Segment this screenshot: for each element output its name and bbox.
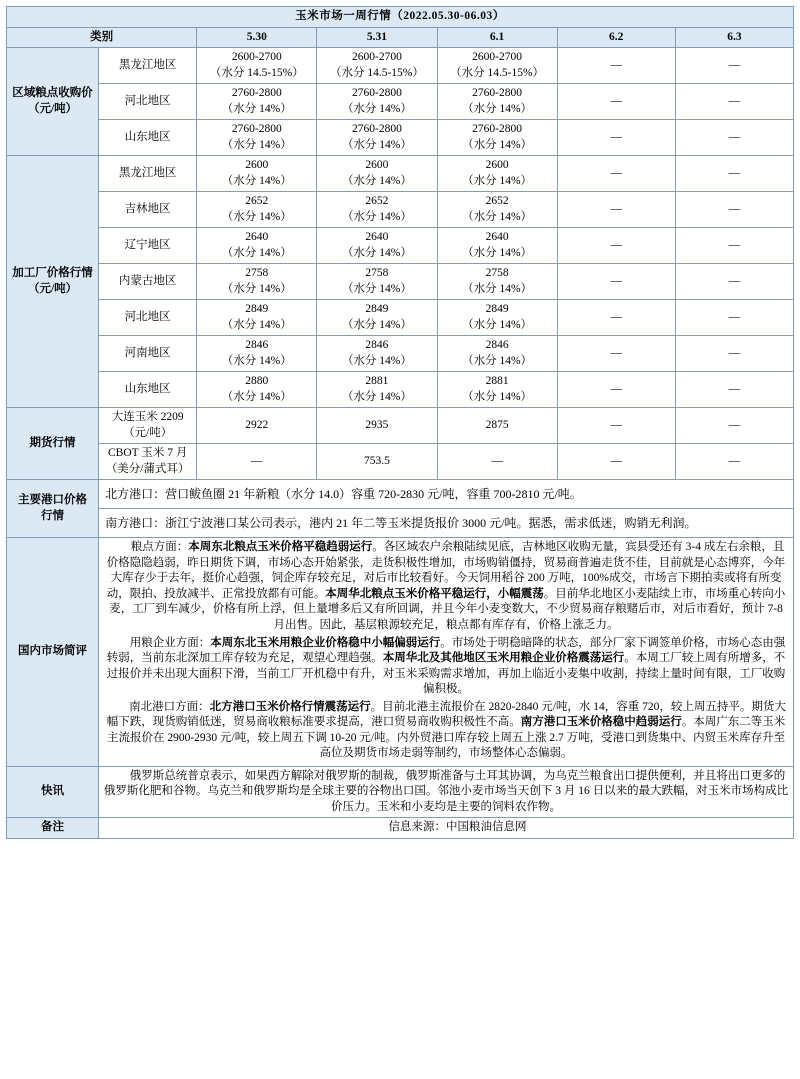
cell-value: 2652 （水分 14%） — [437, 192, 557, 228]
cell-value: 2846 （水分 14%） — [437, 336, 557, 372]
section-label-line2: （元/吨） — [27, 102, 78, 115]
column-header-date-4: 6.3 — [675, 27, 793, 48]
section-label-line2: （元/吨） — [27, 282, 78, 295]
row-label-region: 河北地区 — [99, 84, 197, 120]
cell-value: — — [675, 408, 793, 444]
commentary-paragraph: 粮点方面：本周东北粮点玉米价格平稳趋弱运行。各区域农户余粮陆续见底，吉林地区收购无量，宾县受还有 3-4 成左右余粮，且价格隐隐趋弱，昨日期货下调，市场心态开始紧张，走货积极性增加，市场购销僵持，贸易商普遍走货不佳，目前就是心态博弈，今年大库存少于去年，挺价心趋强，饲企库存较充足，对后市比较看好。今天饲用稻谷 200 万吨，100%成交，市场言下期拍卖或将有所变动，限拍、投放减半、正常投放都有可能。本周华北粮点玉米价格平稳运行，小幅震荡。目前华北地区小麦陆续上市，市场重心转向小麦，工厂到车减少，价格有所上浮，但上量增多后又有所回调，并且今年小麦变数大，不少贸易商存粮赌后市，对后市看好，预计 7-8 月出售。因此，基层粮源较充足，粮点都有库存有，价格上涨乏力。 — [106, 541, 786, 631]
row-label-region: 河南地区 — [99, 336, 197, 372]
cell-value: — — [675, 444, 793, 480]
section-label-ports: 主要港口价格 行情 — [7, 480, 99, 538]
commentary-paragraph: 用粮企业方面：本周东北玉米用粮企业价格稳中小幅偏弱运行。市场处于明稳暗降的状态，部分厂家下调签单价格，市场心态由强转弱，当前东北深加工库存较为充足，观望心理趋强。本周华北及其他地区玉米用粮企业价格震荡运行。本周工厂较上周有所增多，不过报价并未出现大面积下滑，当前工厂开机稳中有升，对玉米采购需求增加，再加上临近小麦集中收割，持续上量时间有限，工厂收购偏积极。 — [106, 636, 786, 696]
corn-market-table — [6, 6, 794, 839]
table-row — [7, 120, 794, 156]
section-label-remark: 备注 — [7, 818, 99, 839]
table-row — [7, 264, 794, 300]
remark-text: 信息来源：中国粮油信息网 — [99, 818, 794, 839]
section-label-processing-plant — [7, 156, 99, 408]
commentary-paragraph: 南北港口方面：北方港口玉米价格行情震荡运行。目前北港主流报价在 2820-2840 元/吨，水 14，容重 720，较上周五持平。期货大幅下跌，现货购销低迷，贸易商收粮标准要求提高，港口贸易商收购积极性不高。南方港口玉米价格稳中趋弱运行。本周广东二等玉米主流报价在 2900-2930 元/吨，较上周五下调 10-20 元/吨。内外贸港口库存较上周五上涨 2.7 万吨，受港口到货集中、内贸玉米库存升至高位及期货市场走弱等制约，市场整体心态偏弱。 — [106, 700, 786, 760]
row-label-region: 山东地区 — [99, 372, 197, 408]
cell-value: — — [675, 156, 793, 192]
section-label-futures: 期货行情 — [7, 408, 99, 480]
column-header-category: 类别 — [7, 27, 197, 48]
cell-value: 2881 （水分 14%） — [317, 372, 437, 408]
cell-value: 2600-2700 （水分 14.5-15%） — [437, 48, 557, 84]
row-label-futures-contract: 大连玉米 2209 （元/吨） — [99, 408, 197, 444]
row-label-region: 山东地区 — [99, 120, 197, 156]
cell-value: — — [675, 120, 793, 156]
cell-value: 2758 （水分 14%） — [317, 264, 437, 300]
cell-value: — — [557, 300, 675, 336]
cell-value: — — [557, 264, 675, 300]
cell-value: 2849 （水分 14%） — [437, 300, 557, 336]
cell-value: 2849 （水分 14%） — [197, 300, 317, 336]
cell-value: 2600-2700 （水分 14.5-15%） — [317, 48, 437, 84]
table-row — [7, 538, 794, 766]
port-north-text: 北方港口：营口鲅鱼圈 21 年新粮（水分 14.0）容重 720-2830 元/吨，容重 700-2810 元/吨。 — [99, 480, 794, 509]
row-label-region: 河北地区 — [99, 300, 197, 336]
cell-value: — — [675, 336, 793, 372]
cell-value: — — [675, 300, 793, 336]
header-row — [7, 27, 794, 48]
cell-value: — — [557, 84, 675, 120]
section-label-news: 快讯 — [7, 766, 99, 818]
row-label-region: 黑龙江地区 — [99, 156, 197, 192]
cell-value: — — [675, 264, 793, 300]
cell-value: 2640 （水分 14%） — [437, 228, 557, 264]
news-text: 俄罗斯总统普京表示，如果西方解除对俄罗斯的制裁，俄罗斯准备与土耳其协调，为乌克兰粮食出口提供便利，并且将出口更多的俄罗斯化肥和谷物。乌克兰和俄罗斯均是全球主要的谷物出口国。邻池小麦市场当天创下 3 月 16 日以来的最大跌幅，对玉米市场构成比价压力。玉米和小麦均是主要的饲料农作物。 — [99, 766, 794, 818]
table-row — [7, 766, 794, 818]
cell-value: — — [557, 336, 675, 372]
section-label-regional-purchase — [7, 48, 99, 156]
title-row — [7, 7, 794, 28]
cell-value: 2600-2700 （水分 14.5-15%） — [197, 48, 317, 84]
cell-value: — — [557, 156, 675, 192]
row-label-region: 内蒙古地区 — [99, 264, 197, 300]
table-row — [7, 408, 794, 444]
section-label-line1: 区域粮点收购价 — [12, 87, 93, 100]
column-header-date-1: 5.31 — [317, 27, 437, 48]
column-header-date-0: 5.30 — [197, 27, 317, 48]
cell-value: 2600 （水分 14%） — [317, 156, 437, 192]
table-row — [7, 84, 794, 120]
port-south-text: 南方港口：浙江宁波港口某公司表示，港内 21 年二等玉米提货报价 3000 元/吨。据悉，需求低迷，购销无利润。 — [99, 509, 794, 538]
cell-value: 2760-2800 （水分 14%） — [437, 84, 557, 120]
cell-value: 2600 （水分 14%） — [197, 156, 317, 192]
cell-value: 2758 （水分 14%） — [437, 264, 557, 300]
table-row — [7, 818, 794, 839]
cell-value: 2760-2800 （水分 14%） — [437, 120, 557, 156]
cell-value: — — [675, 48, 793, 84]
column-header-date-2: 6.1 — [437, 27, 557, 48]
table-row — [7, 228, 794, 264]
cell-value: 2760-2800 （水分 14%） — [197, 120, 317, 156]
cell-value: 2875 — [437, 408, 557, 444]
cell-value: 2640 （水分 14%） — [317, 228, 437, 264]
table-row — [7, 48, 794, 84]
table-row — [7, 509, 794, 538]
table-row — [7, 480, 794, 509]
table-row — [7, 336, 794, 372]
cell-value: 2849 （水分 14%） — [317, 300, 437, 336]
section-label-commentary: 国内市场简评 — [7, 538, 99, 766]
cell-value: 753.5 — [317, 444, 437, 480]
cell-value: 2758 （水分 14%） — [197, 264, 317, 300]
cell-value: 2760-2800 （水分 14%） — [317, 120, 437, 156]
table-row — [7, 192, 794, 228]
table-row — [7, 372, 794, 408]
cell-value: — — [557, 120, 675, 156]
cell-value: 2881 （水分 14%） — [437, 372, 557, 408]
cell-value: 2652 （水分 14%） — [317, 192, 437, 228]
row-label-region: 辽宁地区 — [99, 228, 197, 264]
row-label-region: 吉林地区 — [99, 192, 197, 228]
row-label-region: 黑龙江地区 — [99, 48, 197, 84]
cell-value: — — [675, 372, 793, 408]
cell-value: — — [675, 84, 793, 120]
cell-value: 2922 — [197, 408, 317, 444]
cell-value: 2880 （水分 14%） — [197, 372, 317, 408]
cell-value: 2600 （水分 14%） — [437, 156, 557, 192]
cell-value: 2760-2800 （水分 14%） — [317, 84, 437, 120]
cell-value: 2846 （水分 14%） — [317, 336, 437, 372]
column-header-date-3: 6.2 — [557, 27, 675, 48]
cell-value: — — [557, 192, 675, 228]
cell-value: 2640 （水分 14%） — [197, 228, 317, 264]
cell-value: — — [675, 192, 793, 228]
cell-value: 2652 （水分 14%） — [197, 192, 317, 228]
section-label-line1: 加工厂价格行情 — [12, 267, 93, 280]
cell-value: 2846 （水分 14%） — [197, 336, 317, 372]
table-row — [7, 444, 794, 480]
market-commentary — [99, 538, 794, 766]
cell-value: — — [437, 444, 557, 480]
table-row — [7, 300, 794, 336]
cell-value: — — [197, 444, 317, 480]
page-title: 玉米市场一周行情（2022.05.30-06.03） — [7, 7, 794, 28]
cell-value: — — [557, 48, 675, 84]
cell-value: 2935 — [317, 408, 437, 444]
cell-value: 2760-2800 （水分 14%） — [197, 84, 317, 120]
cell-value: — — [557, 228, 675, 264]
cell-value: — — [675, 228, 793, 264]
table-row — [7, 156, 794, 192]
cell-value: — — [557, 444, 675, 480]
cell-value: — — [557, 408, 675, 444]
cell-value: — — [557, 372, 675, 408]
row-label-futures-contract: CBOT 玉米 7 月 （美分/蒲式耳） — [99, 444, 197, 480]
